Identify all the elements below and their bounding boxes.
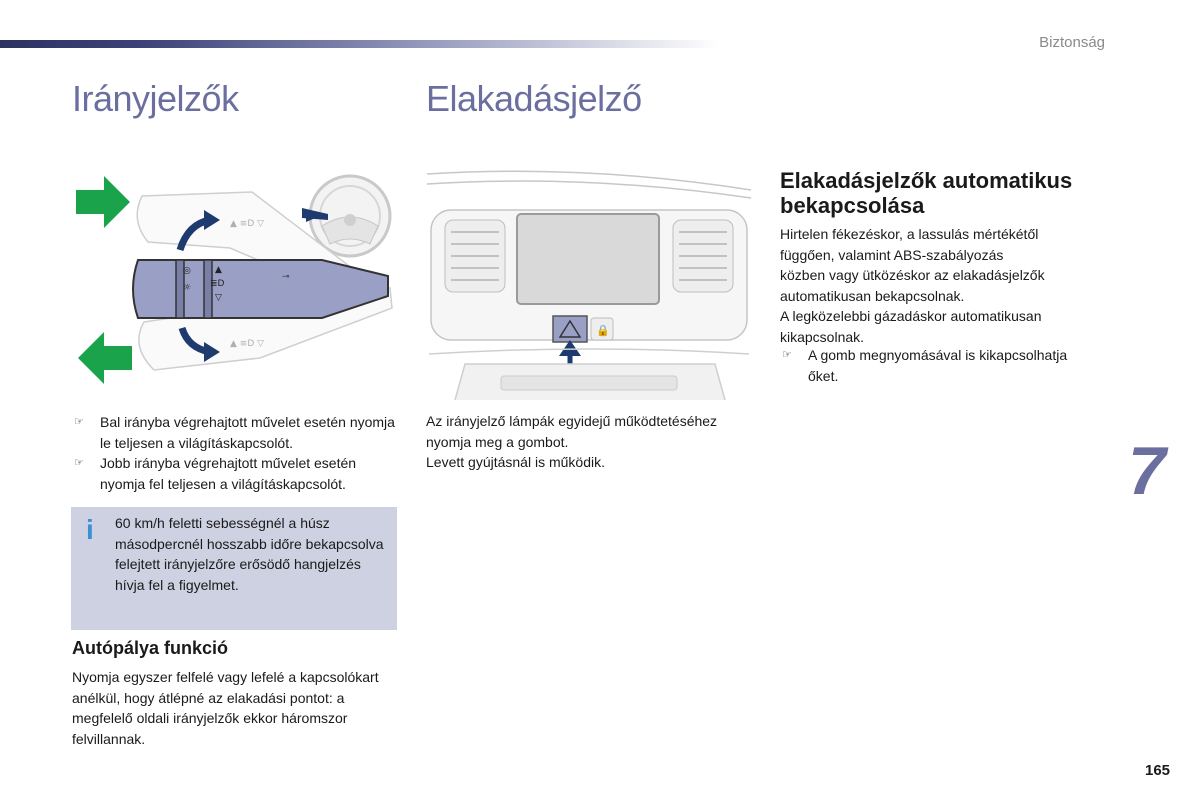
info-note-text: 60 km/h feletti sebességnél a húsz másodpercnél hosszabb időre bekapcsolva felejtett irányjelzőre erősödő hangjelzés hívja fel a figyelmet.	[115, 515, 384, 593]
header-gradient-bar	[0, 40, 720, 48]
svg-text:▲ ≡D ▽: ▲ ≡D ▽	[230, 219, 265, 229]
svg-text:▲: ▲	[215, 265, 222, 275]
bullet-text: Bal irányba végrehajtott művelet esetén nyomja le teljesen a világításkapcsolót.	[100, 414, 395, 451]
info-note-box	[71, 507, 397, 630]
left-turn-green-arrow-icon	[78, 332, 132, 384]
left-air-vent-icon	[445, 220, 505, 292]
motorway-function-heading: Autópálya funkció	[72, 638, 229, 658]
auto-hazard-line: függően, valamint ABS-szabályozás	[780, 246, 1004, 263]
pointing-hand-icon: ☞	[782, 349, 792, 361]
page-number: 165	[1145, 762, 1171, 779]
svg-text:◎: ◎	[183, 266, 191, 276]
chapter-number: 7	[1128, 433, 1166, 509]
motorway-function-text: Nyomja egyszer felfelé vagy lefelé a kapcsolókart anélkül, hogy átlépné az elakadási pontot: a megfelelő oldali irányjelzők ekkor háromszor felvillannak.	[72, 669, 379, 747]
svg-text:▽: ▽	[215, 293, 222, 303]
auto-hazard-bullet	[780, 345, 1110, 386]
hazard-line: Az irányjelző lámpák egyidejű működtetéséhez	[426, 413, 718, 429]
auto-hazard-line: kikapcsolnak.	[780, 328, 865, 345]
list-item	[780, 345, 1110, 386]
svg-text:▲ ≡D ▽: ▲ ≡D ▽	[230, 339, 265, 349]
hazard-dashboard-illustration	[425, 168, 753, 400]
pointing-hand-icon: ☞	[74, 457, 84, 469]
list-item	[72, 412, 402, 453]
middle-page-title: Elakadásjelző	[426, 78, 642, 119]
info-icon: i	[86, 514, 94, 545]
auto-hazard-heading-line: bekapcsolása	[780, 193, 925, 218]
auto-hazard-heading	[780, 168, 1140, 218]
turn-signal-instructions	[72, 412, 402, 494]
svg-text:⊸: ⊸	[282, 272, 290, 282]
auto-hazard-heading-line: Elakadásjelzők automatikus	[780, 168, 1073, 193]
bullet-line: őket.	[808, 367, 839, 384]
bullet-text	[808, 345, 1067, 386]
list-item	[72, 453, 402, 494]
svg-text:☼: ☼	[183, 283, 192, 293]
auto-hazard-line: A legközelebbi gázadáskor automatikusan	[780, 308, 1042, 324]
turn-signal-stalk-illustration	[70, 168, 400, 398]
left-page-title: Irányjelzők	[72, 78, 239, 119]
right-turn-green-arrow-icon	[76, 176, 130, 228]
right-air-vent-icon	[673, 220, 733, 292]
auto-hazard-text	[780, 224, 1110, 347]
svg-text:≣D: ≣D	[210, 279, 225, 289]
hazard-line: nyomja meg a gombot.	[426, 433, 569, 450]
auto-hazard-line: Hirtelen fékezéskor, a lassulás mértékétől	[780, 226, 1039, 242]
pointing-hand-icon: ☞	[74, 416, 84, 428]
light-switch-stalk-icon	[133, 260, 388, 318]
bullet-text: Jobb irányba végrehajtott művelet esetén nyomja fel teljesen a világításkapcsolót.	[100, 455, 357, 492]
svg-text:🔒: 🔒	[596, 324, 610, 337]
hazard-instructions	[426, 411, 756, 473]
hazard-line: Levett gyújtásnál is működik.	[426, 454, 605, 470]
auto-hazard-line: automatikusan bekapcsolnak.	[780, 287, 965, 304]
infotainment-screen-icon	[517, 214, 659, 304]
section-label: Biztonság	[1039, 34, 1105, 51]
bullet-line: A gomb megnyomásával is kikapcsolhatja	[808, 347, 1068, 363]
auto-hazard-line: közben vagy ütközéskor az elakadásjelzők	[780, 267, 1045, 283]
